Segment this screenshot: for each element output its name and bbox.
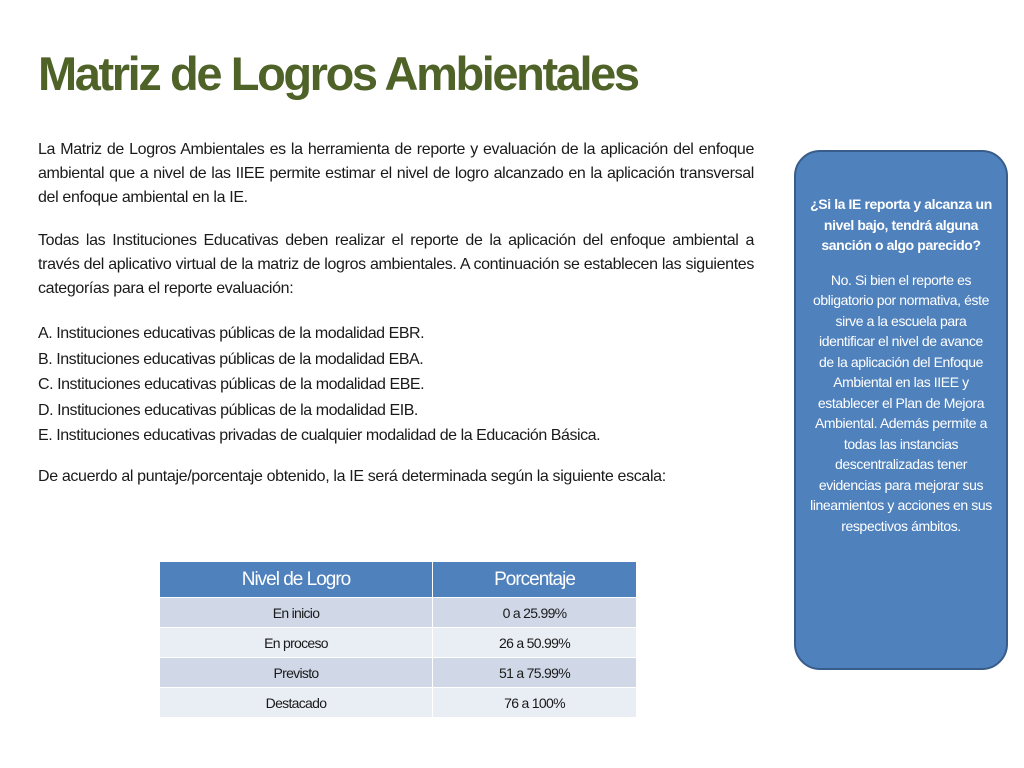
header-porcentaje: Porcentaje xyxy=(433,562,637,598)
level-cell: En proceso xyxy=(160,628,433,658)
intro-paragraph: La Matriz de Logros Ambientales es la herramienta de reporte y evaluación de la aplicación del enfoque ambiental que a nivel de las IIEE permite estimar el nivel de logro alcanzado en la aplicación transversal del enfoque ambiental en la IE. xyxy=(38,141,754,206)
category-item-c: C. Instituciones educativas públicas de la modalidad EBE. xyxy=(38,376,425,393)
category-item-e: E. Instituciones educativas privadas de cualquier modalidad de la Educación Básica. xyxy=(38,427,601,444)
category-list xyxy=(38,321,754,449)
category-item-d: D. Instituciones educativas públicas de la modalidad EIB. xyxy=(38,401,418,419)
requirement-paragraph: Todas las Instituciones Educativas deben realizar el reporte de la aplicación del enfoque ambiental a través del aplicativo virtual de la matriz de logros ambientales. A continuación se establecen las siguientes categorías para el reporte evaluación: xyxy=(38,232,754,297)
closing-paragraph: De acuerdo al puntaje/porcentaje obtenido, la IE será determinada según la siguiente escala: xyxy=(38,467,666,485)
table-header-row xyxy=(160,562,637,598)
category-item-b: B. Instituciones educativas públicas de la modalidad EBA. xyxy=(38,350,424,368)
table-row xyxy=(160,688,637,718)
percentage-cell: 76 a 100% xyxy=(433,688,637,718)
body-text xyxy=(38,138,754,489)
category-item-a: A. Instituciones educativas públicas de la modalidad EBR. xyxy=(38,325,425,342)
faq-callout-box xyxy=(794,150,1008,670)
percentage-cell: 26 a 50.99% xyxy=(433,628,637,658)
callout-question: ¿Si la IE reporta y alcanza un nivel bajo, tendrá alguna sanción o algo parecido? xyxy=(810,196,992,253)
table-row xyxy=(160,658,637,688)
percentage-cell: 0 a 25.99% xyxy=(433,598,637,628)
percentage-cell: 51 a 75.99% xyxy=(433,658,637,688)
slide-title: Matriz de Logros Ambientales xyxy=(38,47,638,100)
level-cell: Destacado xyxy=(160,688,433,718)
achievement-scale-table xyxy=(159,561,637,718)
level-cell: En inicio xyxy=(160,598,433,628)
table-row xyxy=(160,598,637,628)
callout-answer: No. Si bien el reporte es obligatorio por normativa, éste sirve a la escuela para identificar el nivel de avance de la aplicación del Enfoque Ambiental en las IIEE y establecer el Plan de Mejora Ambiental. Además permite a todas las instancias descentralizadas tener evidencias para mejorar sus lineamientos y acciones en sus respectivos ámbitos. xyxy=(810,271,992,534)
table-row xyxy=(160,628,637,658)
header-nivel-de-logro: Nivel de Logro xyxy=(160,562,433,598)
level-cell: Previsto xyxy=(160,658,433,688)
